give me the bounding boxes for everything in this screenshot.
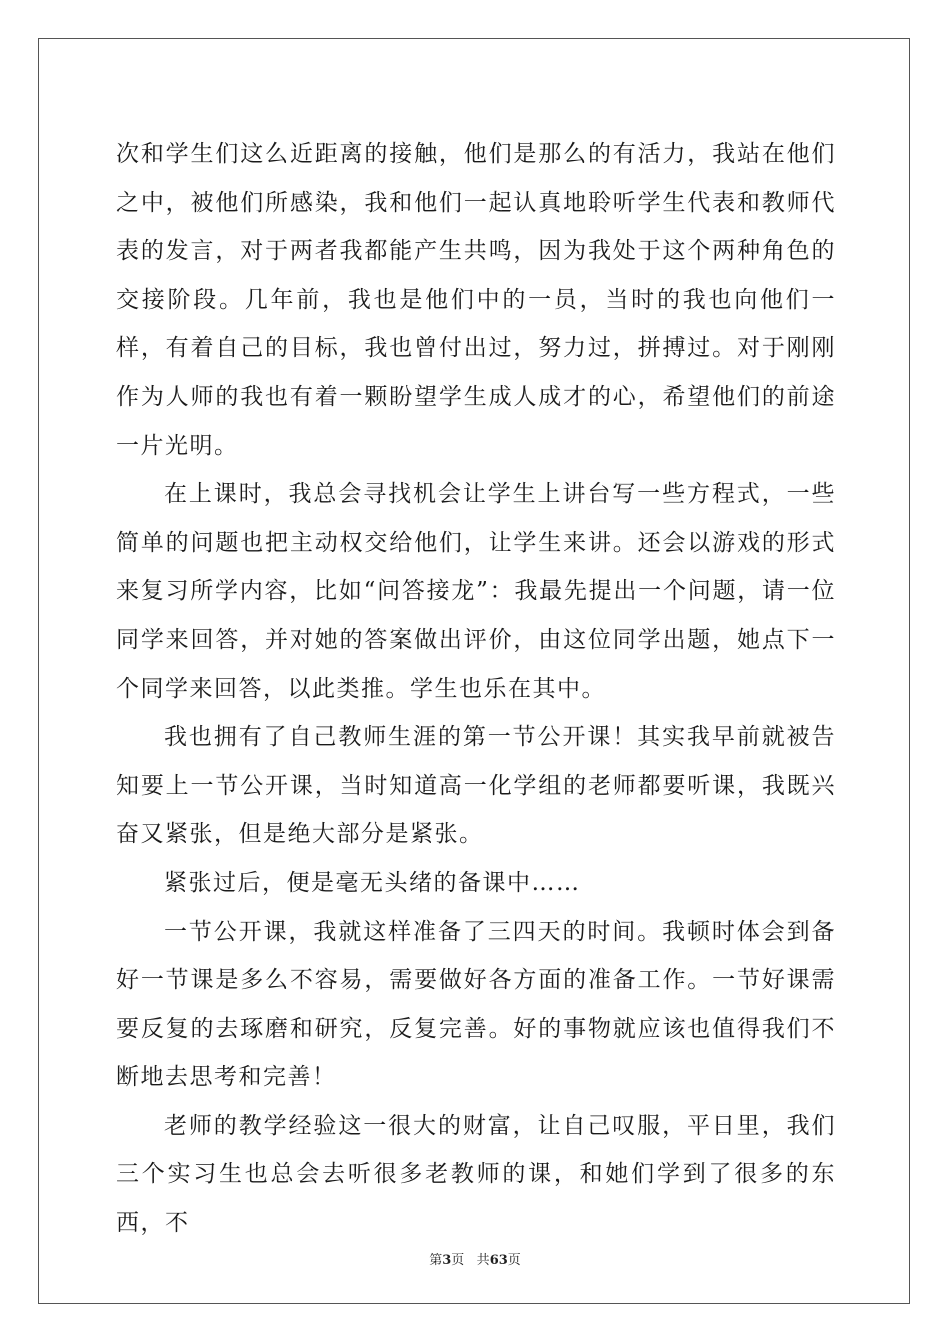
paragraph-4: 紧张过后，便是毫无头绪的备课中……	[164, 869, 581, 896]
paragraph-2: 在上课时，我总会寻找机会让学生上讲台写一些方程式，一些简单的问题也把主动权交给他们，让学生来讲。还会以游戏的形式来复习所学内容，比如“问答接龙”：我最先提出一个问题，请一位同学来回答，并对她的答案做出评价，由这位同学出题，她点下一个同学来回答，以此类推。学生也乐在其中。	[116, 481, 836, 702]
total-suffix: 页	[507, 1253, 521, 1268]
page-suffix: 页	[451, 1253, 465, 1268]
paragraph-5: 一节公开课，我就这样准备了三四天的时间。我顿时体会到备好一节课是多么不容易，需要做好各方面的准备工作。一节好课需要反复的去琢磨和研究，反复完善。好的事物就应该也值得我们不断地去思考和完善！	[116, 918, 836, 1091]
total-prefix: 共	[476, 1253, 490, 1268]
page-footer	[0, 1249, 950, 1268]
paragraph-3: 我也拥有了自己教师生涯的第一节公开课！其实我早前就被告知要上一节公开课，当时知道高一化学组的老师都要听课，我既兴奋又紧张，但是绝大部分是紧张。	[116, 724, 836, 848]
total-pages: 63	[489, 1253, 508, 1268]
paragraph-1: 次和学生们这么近距离的接触，他们是那么的有活力，我站在他们之中，被他们所感染，我和他们一起认真地聆听学生代表和教师代表的发言，对于两者我都能产生共鸣，因为我处于这个两种角色的交接阶段。几年前，我也是他们中的一员，当时的我也向他们一样，有着自己的目标，我也曾付出过，努力过，拼搏过。对于刚刚作为人师的我也有着一颗盼望学生成人成才的心，希望他们的前途一片光明。	[116, 141, 836, 459]
page-number: 3	[442, 1253, 452, 1268]
document-body	[116, 130, 836, 1248]
page-prefix: 第	[429, 1253, 443, 1268]
paragraph-6: 老师的教学经验这一很大的财富，让自己叹服，平日里，我们三个实习生也总会去听很多老教师的课，和她们学到了很多的东西，不	[116, 1112, 836, 1237]
